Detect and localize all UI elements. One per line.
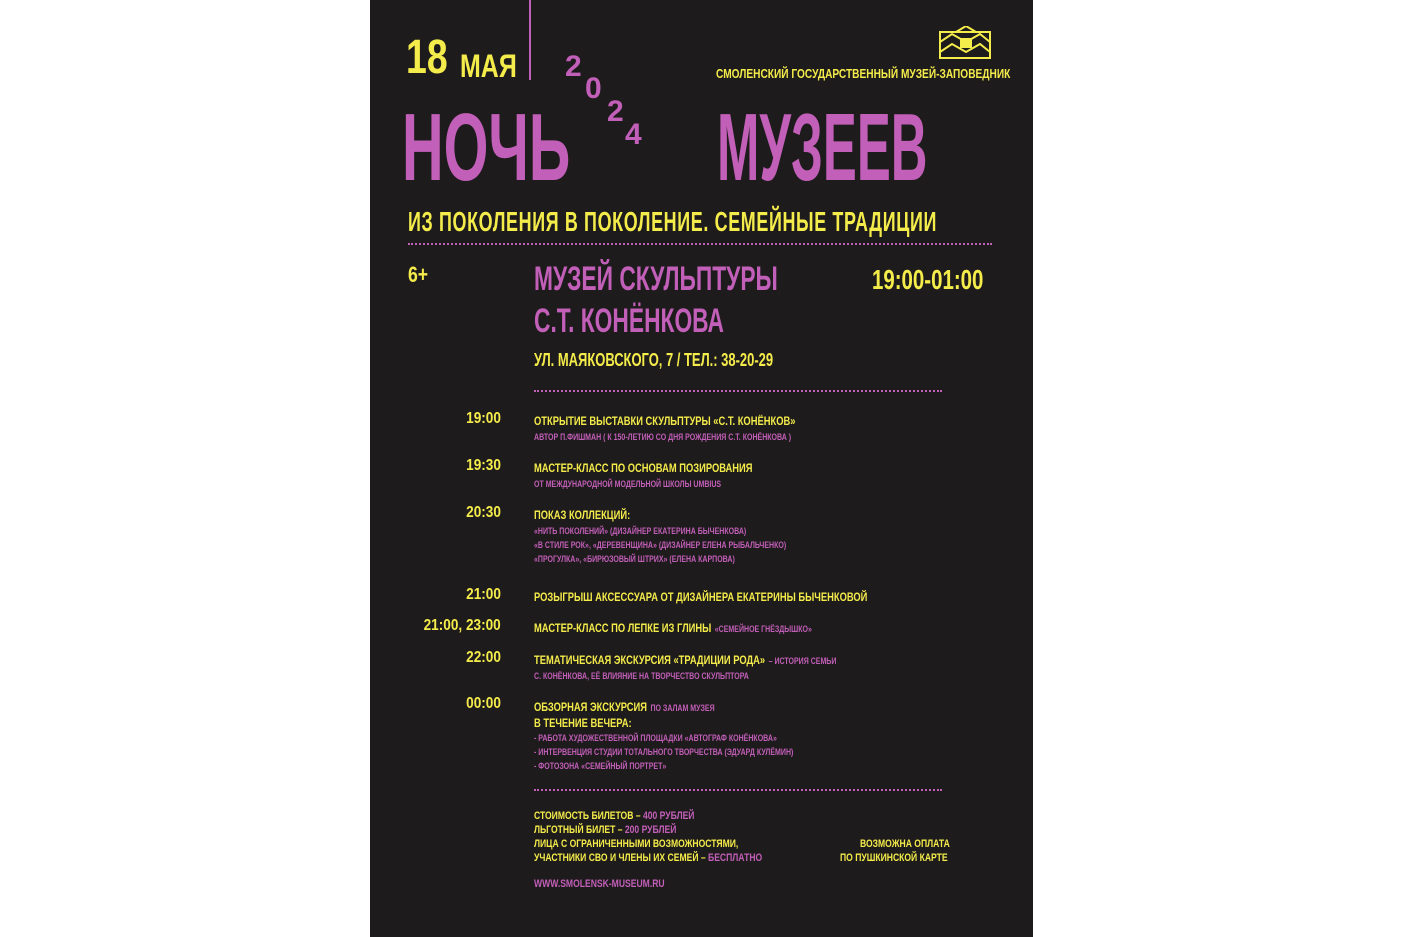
schedule-time: 20:30: [466, 504, 501, 521]
schedule-subheading: В ТЕЧЕНИЕ ВЕЧЕРА:: [534, 716, 632, 730]
schedule-title-extra: – ИСТОРИЯ СЕМЬИ: [768, 656, 837, 666]
ticket-price: [534, 810, 694, 822]
schedule-time: 19:30: [466, 457, 501, 474]
schedule-title: ТЕМАТИЧЕСКАЯ ЭКСКУРСИЯ «ТРАДИЦИИ РОДА»: [534, 653, 766, 667]
poster: [370, 0, 1033, 937]
website-link[interactable]: WWW.SMOLENSK-MUSEUM.RU: [534, 878, 665, 890]
museum-logo-icon: [938, 26, 994, 62]
schedule-detail: «В СТИЛЕ РОК», «ДЕРЕВЕНЩИНА» (ДИЗАЙНЕР ЕЛЕНА РЫБАЛЬЧЕНКО): [534, 540, 787, 550]
schedule-title-extra: «СЕМЕЙНОЕ ГНЁЗДЫШКО»: [714, 624, 812, 634]
dotted-divider-1: [408, 243, 992, 245]
schedule-item: [534, 619, 812, 637]
year-digit-1: 2: [565, 50, 582, 83]
ticket-price-value: 400 РУБЛЕЙ: [642, 810, 695, 822]
schedule-item: [534, 459, 753, 491]
schedule-item: [534, 651, 836, 683]
schedule-time: 22:00: [466, 649, 501, 666]
subtitle: ИЗ ПОКОЛЕНИЯ В ПОКОЛЕНИЕ. СЕМЕЙНЫЕ ТРАДИЦИИ: [408, 206, 937, 237]
ticket-price-label: СТОИМОСТЬ БИЛЕТОВ –: [534, 810, 641, 822]
free-entry-line2: [534, 852, 762, 864]
schedule-detail: - ФОТОЗОНА «СЕМЕЙНЫЙ ПОРТРЕТ»: [534, 761, 667, 771]
payment-line2: ПО ПУШКИНСКОЙ КАРТЕ: [840, 852, 948, 864]
schedule-item: [534, 412, 795, 444]
schedule-detail: С. КОНЁНКОВА, ЕЁ ВЛИЯНИЕ НА ТВОРЧЕСТВО СКУЛЬПТОРА: [534, 671, 749, 681]
age-rating: 6+: [408, 262, 429, 287]
schedule-time: 19:00: [466, 410, 501, 427]
title-right: МУЗЕЕВ: [717, 94, 928, 201]
schedule-detail: - РАБОТА ХУДОЖЕСТВЕННОЙ ПЛОЩАДКИ «АВТОГРАФ КОНЁНКОВА»: [534, 733, 777, 743]
museum-org-name: СМОЛЕНСКИЙ ГОСУДАРСТВЕННЫЙ МУЗЕЙ-ЗАПОВЕДНИК: [716, 66, 1011, 81]
schedule-item: [534, 506, 786, 566]
schedule-item: [534, 698, 793, 773]
schedule-detail: - ИНТЕРВЕНЦИЯ СТУДИИ ТОТАЛЬНОГО ТВОРЧЕСТВА (ЭДУАРД КУЛЁМИН): [534, 747, 794, 757]
schedule-detail: ОТ МЕЖДУНАРОДНОЙ МОДЕЛЬНОЙ ШКОЛЫ UMBIUS: [534, 479, 722, 489]
discount-price-value: 200 РУБЛЕЙ: [624, 824, 677, 836]
year-digit-2: 0: [585, 72, 602, 105]
year-digit-4: 4: [625, 118, 642, 151]
discount-price: [534, 824, 676, 836]
free-entry-value: БЕСПЛАТНО: [708, 852, 763, 864]
year-digit-3: 2: [607, 95, 624, 128]
venue-name-line2: С.Т. КОНЁНКОВА: [534, 302, 724, 340]
schedule-detail: «НИТЬ ПОКОЛЕНИЙ» (ДИЗАЙНЕР ЕКАТЕРИНА БЫЧЕНКОВА): [534, 526, 747, 536]
schedule-time: 21:00, 23:00: [423, 617, 501, 634]
discount-price-label: ЛЬГОТНЫЙ БИЛЕТ –: [534, 824, 623, 836]
schedule-detail: АВТОР П.ФИШМАН ( К 150-ЛЕТИЮ СО ДНЯ РОЖДЕНИЯ С.Т. КОНЁНКОВА ): [534, 432, 792, 442]
schedule-title: ПОКАЗ КОЛЛЕКЦИЙ:: [534, 508, 631, 522]
title-left: НОЧЬ: [402, 94, 571, 201]
schedule-title: РОЗЫГРЫШ АКСЕССУАРА ОТ ДИЗАЙНЕРА ЕКАТЕРИНЫ БЫЧЕНКОВОЙ: [534, 590, 868, 604]
dotted-divider-3: [534, 789, 942, 791]
schedule-item: [534, 588, 867, 606]
schedule-time: 00:00: [466, 695, 501, 712]
venue-address: УЛ. МАЯКОВСКОГО, 7 / ТЕЛ.: 38-20-29: [534, 350, 774, 370]
schedule-title: МАСТЕР-КЛАСС ПО ОСНОВАМ ПОЗИРОВАНИЯ: [534, 461, 753, 475]
payment-line1: ВОЗМОЖНА ОПЛАТА: [860, 838, 950, 850]
dotted-divider-2: [534, 390, 942, 392]
divider-vertical: [529, 0, 531, 80]
date-day: 18: [406, 31, 448, 84]
schedule-title: МАСТЕР-КЛАСС ПО ЛЕПКЕ ИЗ ГЛИНЫ: [534, 621, 712, 635]
date-month: МАЯ: [460, 48, 517, 84]
schedule-title: ОТКРЫТИЕ ВЫСТАВКИ СКУЛЬПТУРЫ «С.Т. КОНЁНКОВ»: [534, 414, 796, 428]
venue-name-line1: МУЗЕЙ СКУЛЬПТУРЫ: [534, 260, 778, 298]
schedule-title-extra: ПО ЗАЛАМ МУЗЕЯ: [650, 703, 715, 713]
crescent-moon-icon: [594, 80, 704, 198]
schedule-title: ОБЗОРНАЯ ЭКСКУРСИЯ: [534, 700, 648, 714]
venue-hours: 19:00-01:00: [872, 264, 984, 295]
free-entry-line1: ЛИЦА С ОГРАНИЧЕННЫМИ ВОЗМОЖНОСТЯМИ,: [534, 838, 739, 850]
schedule-time: 21:00: [466, 586, 501, 603]
schedule-detail: «ПРОГУЛКА», «БИРЮЗОВЫЙ ШТРИХ» (ЕЛЕНА КАРПОВА): [534, 554, 735, 564]
free-entry-label: УЧАСТНИКИ СВО И ЧЛЕНЫ ИХ СЕМЕЙ –: [534, 852, 706, 864]
